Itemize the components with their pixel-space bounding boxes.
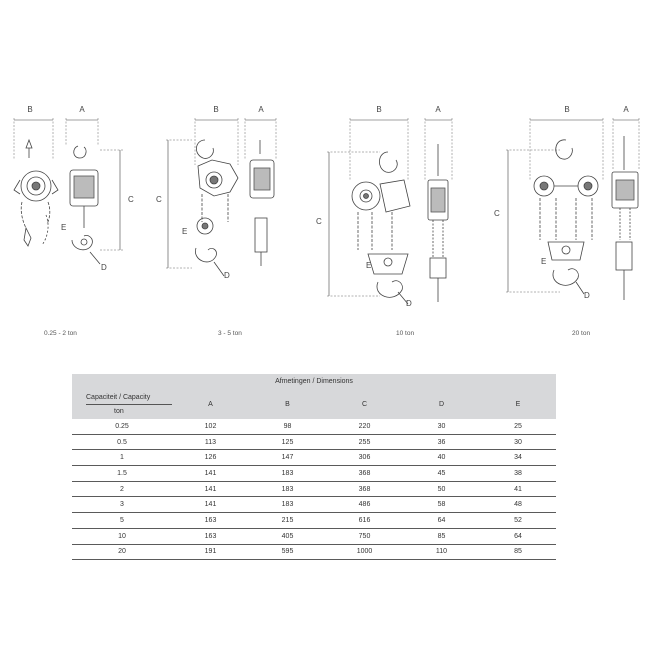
dim-B-label-4: B	[564, 105, 570, 114]
caption-drawing-1: 0.25 - 2 ton	[44, 330, 77, 337]
dimension-cell-E: 85	[480, 544, 556, 560]
capacity-header-unit: ton	[114, 407, 124, 415]
dimension-cell-C: 1000	[326, 544, 403, 560]
dimension-cell-E: 41	[480, 481, 556, 497]
capacity-cell: 3	[72, 497, 172, 513]
table-row	[72, 450, 556, 466]
dimension-cell-E: 34	[480, 450, 556, 466]
dimension-cell-B: 147	[249, 450, 326, 466]
capacity-cell: 20	[72, 544, 172, 560]
group-header: Afmetingen / Dimensions	[72, 374, 556, 389]
dimensions-table	[72, 374, 556, 560]
dim-C-label-2: C	[156, 195, 162, 204]
table-row	[72, 528, 556, 544]
dim-D-label-3: D	[406, 299, 412, 308]
capacity-cell: 2	[72, 481, 172, 497]
capacity-cell: 0.25	[72, 419, 172, 434]
dimension-cell-D: 50	[403, 481, 480, 497]
dimension-cell-C: 616	[326, 513, 403, 529]
dim-E-label-1: E	[61, 223, 67, 232]
dim-D-label-4: D	[584, 291, 590, 300]
caption-drawing-3: 10 ton	[396, 330, 415, 337]
dim-B-label-2: B	[213, 105, 219, 114]
dimension-cell-B: 405	[249, 528, 326, 544]
capacity-header-divider	[86, 404, 186, 405]
dimension-cell-B: 98	[249, 419, 326, 434]
caption-drawing-4: 20 ton	[572, 330, 591, 337]
table-group-header-row	[72, 374, 556, 389]
dimension-cell-A: 191	[172, 544, 249, 560]
dim-C-label-4: C	[494, 209, 500, 218]
table-body	[72, 419, 556, 560]
dimension-cell-B: 183	[249, 466, 326, 482]
capacity-cell: 5	[72, 513, 172, 529]
hoist-drawing-1	[14, 105, 134, 272]
dimension-cell-D: 45	[403, 466, 480, 482]
dimension-cell-D: 58	[403, 497, 480, 513]
capacity-cell: 10	[72, 528, 172, 544]
table-row	[72, 419, 556, 434]
dimension-cell-C: 220	[326, 419, 403, 434]
dimension-cell-D: 110	[403, 544, 480, 560]
hoist-drawings	[0, 90, 650, 350]
dimension-cell-A: 163	[172, 513, 249, 529]
dimension-cell-A: 126	[172, 450, 249, 466]
dimension-cell-D: 36	[403, 434, 480, 450]
dim-B-label-3: B	[376, 105, 382, 114]
dim-A-label-2: A	[258, 105, 264, 114]
hoist-drawing-4	[494, 105, 639, 300]
dimension-cell-D: 30	[403, 419, 480, 434]
dim-A-label-4: A	[623, 105, 629, 114]
dimension-cell-C: 750	[326, 528, 403, 544]
dimension-cell-C: 255	[326, 434, 403, 450]
hoist-drawing-3	[316, 105, 452, 308]
table-row	[72, 513, 556, 529]
table-row	[72, 481, 556, 497]
column-header-B: B	[249, 389, 326, 419]
dim-D-label-1: D	[101, 263, 107, 272]
dimension-cell-C: 486	[326, 497, 403, 513]
dimension-cell-A: 141	[172, 497, 249, 513]
column-header-C: C	[326, 389, 403, 419]
dimension-cell-A: 141	[172, 481, 249, 497]
dimension-cell-D: 85	[403, 528, 480, 544]
dimension-cell-E: 52	[480, 513, 556, 529]
capacity-cell: 0.5	[72, 434, 172, 450]
dimension-cell-A: 113	[172, 434, 249, 450]
dim-C-label-1: C	[128, 195, 134, 204]
dimension-cell-E: 30	[480, 434, 556, 450]
dimension-cell-A: 102	[172, 419, 249, 434]
dimension-cell-E: 48	[480, 497, 556, 513]
dimension-cell-A: 141	[172, 466, 249, 482]
dimension-cell-D: 64	[403, 513, 480, 529]
capacity-header-label: Capaciteit / Capacity	[86, 393, 151, 401]
dim-A-label-3: A	[435, 105, 441, 114]
capacity-cell: 1	[72, 450, 172, 466]
dimension-cell-B: 183	[249, 481, 326, 497]
column-header-A: A	[172, 389, 249, 419]
column-header-E: E	[480, 389, 556, 419]
dimension-cell-E: 25	[480, 419, 556, 434]
table-row	[72, 497, 556, 513]
dimension-cell-E: 64	[480, 528, 556, 544]
dimension-cell-B: 215	[249, 513, 326, 529]
dim-C-label-3: C	[316, 217, 322, 226]
dimension-cell-C: 368	[326, 466, 403, 482]
dimension-cell-D: 40	[403, 450, 480, 466]
dimension-cell-B: 595	[249, 544, 326, 560]
capacity-header	[72, 389, 172, 419]
dim-E-label-3: E	[366, 261, 372, 270]
dim-B-label-1: B	[27, 105, 33, 114]
dim-E-label-4: E	[541, 257, 547, 266]
dim-A-label-1: A	[79, 105, 85, 114]
capacity-cell: 1.5	[72, 466, 172, 482]
table-row	[72, 544, 556, 560]
dimension-cell-A: 163	[172, 528, 249, 544]
dimension-cell-B: 183	[249, 497, 326, 513]
dimension-cell-C: 368	[326, 481, 403, 497]
table-row	[72, 434, 556, 450]
table-column-header-row	[72, 389, 556, 419]
hoist-drawing-2	[156, 105, 276, 280]
dimension-cell-B: 125	[249, 434, 326, 450]
table-row	[72, 466, 556, 482]
column-header-D: D	[403, 389, 480, 419]
dim-E-label-2: E	[182, 227, 188, 236]
caption-drawing-2: 3 - 5 ton	[218, 330, 242, 337]
dimension-cell-E: 38	[480, 466, 556, 482]
dimension-cell-C: 306	[326, 450, 403, 466]
dim-D-label-2: D	[224, 271, 230, 280]
